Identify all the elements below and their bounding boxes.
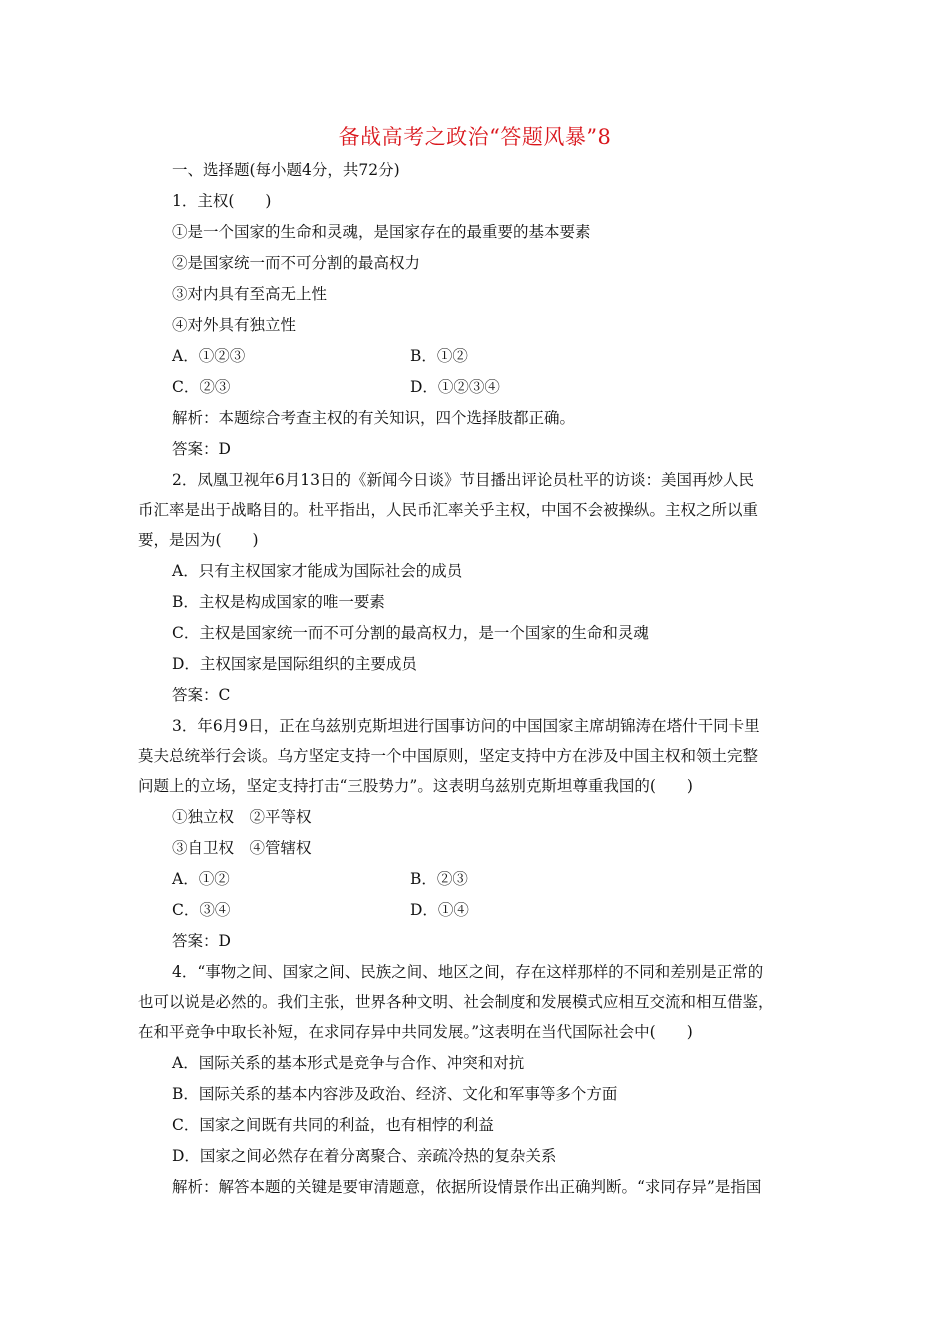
q2-stem-line-1: 2．凤凰卫视年6月13日的《新闻今日谈》节目播出评论员杜平的访谈：美国再炒人民: [172, 471, 754, 489]
q1-item-3: ③对内具有至高无上性: [172, 285, 328, 303]
q3-stem-line-3: 问题上的立场，坚定支持打击“三股势力”。这表明乌兹别克斯坦尊重我国的( ): [138, 777, 693, 795]
q1-stem: 1．主权( ): [172, 192, 272, 210]
q4-stem-line-1: 4．“事物之间、国家之间、民族之间、地区之间，存在这样那样的不同和差别是正常的: [172, 963, 764, 981]
q1-analysis: 解析：本题综合考查主权的有关知识，四个选择肢都正确。: [172, 409, 576, 427]
q2-stem-line-3: 要，是因为( ): [138, 531, 259, 549]
q3-stem-line-2: 莫夫总统举行会谈。乌方坚定支持一个中国原则，坚定支持中方在涉及中国主权和领土完整: [138, 747, 759, 765]
q1-option-c: C．②③: [172, 378, 231, 396]
q3-option-c: C．③④: [172, 901, 231, 919]
q3-option-b: B．②③: [410, 870, 468, 888]
q1-item-4: ④对外具有独立性: [172, 316, 297, 334]
q4-option-a: A．国际关系的基本形式是竞争与合作、冲突和对抗: [172, 1054, 525, 1072]
q3-answer: 答案：D: [172, 932, 231, 950]
q2-answer: 答案：C: [172, 686, 231, 704]
q1-option-d: D．①②③④: [410, 378, 500, 396]
q2-option-d: D．主权国家是国际组织的主要成员: [172, 655, 417, 673]
q4-option-c: C．国家之间既有共同的利益，也有相悖的利益: [172, 1116, 494, 1134]
q2-option-a: A．只有主权国家才能成为国际社会的成员: [172, 562, 463, 580]
q1-option-b: B．①②: [410, 347, 468, 365]
document-title: 备战高考之政治“答题风暴”8: [338, 125, 612, 149]
q4-stem-line-3: 在和平竞争中取长补短，在求同存异中共同发展。”这表明在当代国际社会中( ): [138, 1023, 693, 1041]
q3-stem-line-1: 3．年6月9日，正在乌兹别克斯坦进行国事访问的中国国家主席胡锦涛在塔什干同卡里: [172, 717, 760, 735]
q1-answer: 答案：D: [172, 440, 231, 458]
section-heading: 一、选择题(每小题4分，共72分): [172, 161, 400, 179]
q1-item-1: ①是一个国家的生命和灵魂，是国家存在的最重要的基本要素: [172, 223, 591, 241]
q2-option-b: B．主权是构成国家的唯一要素: [172, 593, 385, 611]
q3-option-d: D．①④: [410, 901, 469, 919]
q4-analysis: 解析：解答本题的关键是要审清题意，依据所设情景作出正确判断。“求同存异”是指国: [172, 1178, 762, 1196]
q1-item-2: ②是国家统一而不可分割的最高权力: [172, 254, 421, 272]
q2-option-c: C．主权是国家统一而不可分割的最高权力，是一个国家的生命和灵魂: [172, 624, 649, 642]
q4-option-b: B．国际关系的基本内容涉及政治、经济、文化和军事等多个方面: [172, 1085, 618, 1103]
q4-option-d: D．国家之间必然存在着分离聚合、亲疏冷热的复杂关系: [172, 1147, 557, 1165]
q3-option-a: A．①②: [172, 870, 230, 888]
q2-stem-line-2: 币汇率是出于战略目的。杜平指出，人民币汇率关乎主权，中国不会被操纵。主权之所以重: [138, 501, 759, 519]
q3-item-2: ③自卫权 ④管辖权: [172, 839, 312, 857]
q1-option-a: A．①②③: [172, 347, 246, 365]
q3-item-1: ①独立权 ②平等权: [172, 808, 312, 826]
q4-stem-line-2: 也可以说是必然的。我们主张，世界各种文明、社会制度和发展模式应相互交流和相互借鉴，: [138, 993, 774, 1011]
